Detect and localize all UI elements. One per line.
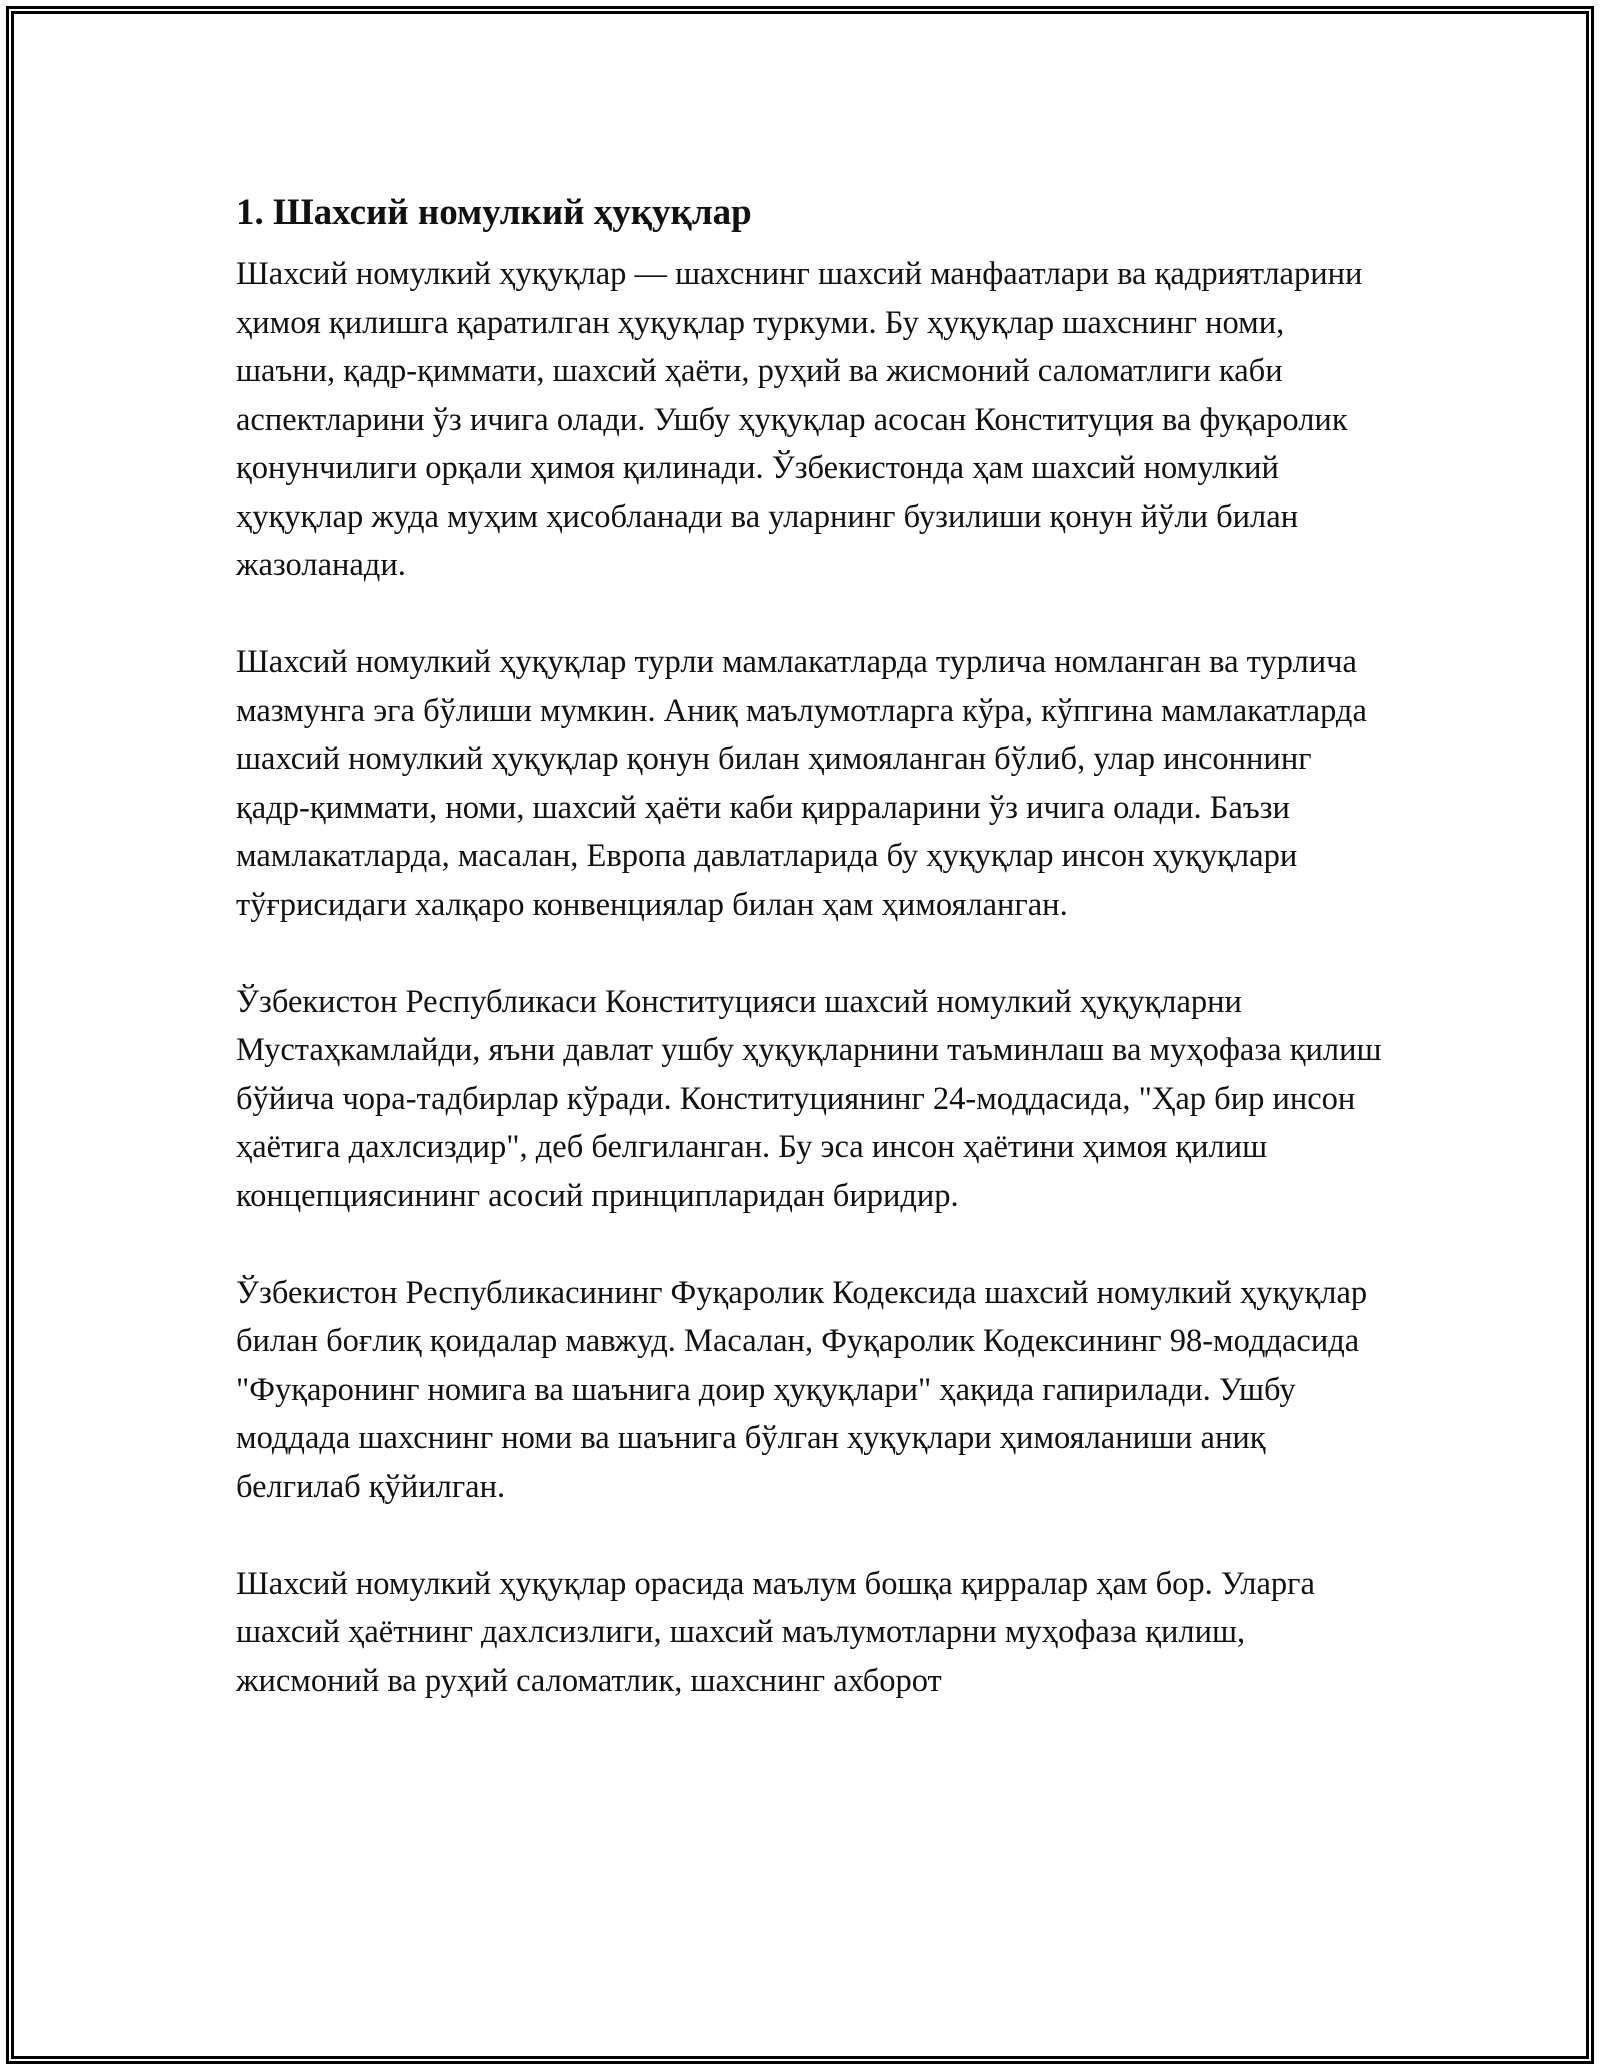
paragraph-2: Шахсий номулкий ҳуқуқлар турли мамлакатларда турлича номланган ва турлича мазмунга эга бўлиши мумкин. Аниқ маълумотларга кўра, кўпгина мамлакатларда шахсий номулкий ҳуқуқлар қонун билан ҳимояланган бўлиб, улар инсоннинг қадр-қиммати, номи, шахсий ҳаёти каби қирраларини ўз ичига олади. Баъзи мамлакатларда, масалан, Европа давлатларида бу ҳуқуқлар инсон ҳуқуқлари тўғрисидаги халқаро конвенциялар билан ҳам ҳимояланган. bbox=[236, 644, 1367, 923]
paragraph-5: Шахсий номулкий ҳуқуқлар орасида маълум бошқа қирралар ҳам бор. Уларга шахсий ҳаётнинг дахлсизлиги, шахсий маълумотларни муҳофаза қилиш, жисмоний ва руҳий саломатлик, шахснинг ахборот bbox=[236, 1565, 1315, 1699]
document-body bbox=[236, 188, 1386, 1754]
paragraph-4: Ўзбекистон Республикасининг Фуқаролик Кодексида шахсий номулкий ҳуқуқлар билан боғлиқ қоидалар мавжуд. Масалан, Фуқаролик Кодексининг 98-моддасида "Фуқаронинг номига ва шаънига доир ҳуқуқлари" ҳақида гапирилади. Ушбу моддада шахснинг номи ва шаънига бўлган ҳуқуқлари ҳимояланиши аниқ белгилаб қўйилган. bbox=[236, 1274, 1368, 1505]
section-heading: 1. Шахсий номулкий ҳуқуқлар bbox=[236, 192, 752, 233]
paragraph-3: Ўзбекистон Республикаси Конституцияси шахсий номулкий ҳуқуқларни Мустаҳкамлайди, яъни давлат ушбу ҳуқуқларнини таъминлаш ва муҳофаза қилиш бўйича чора-тадбирлар кўради. Конституциянинг 24-моддасида, "Ҳар бир инсон ҳаётига дахлсиздир", деб белгиланган. Бу эса инсон ҳаётини ҳимоя қилиш концепциясининг асосий принципларидан биридир. bbox=[236, 983, 1382, 1214]
paragraph-1: Шахсий номулкий ҳуқуқлар — шахснинг шахсий манфаатлари ва қадриятларини ҳимоя қилишга қаратилган ҳуқуқлар туркуми. Бу ҳуқуқлар шахснинг номи, шаъни, қадр-қиммати, шахсий ҳаёти, руҳий ва жисмоний саломатлиги каби аспектларини ўз ичига олади. Ушбу ҳуқуқлар асосан Конституция ва фуқаролик қонунчилиги орқали ҳимоя қилинади. Ўзбекистонда ҳам шахсий номулкий ҳуқуқлар жуда муҳим ҳисобланади ва уларнинг бузилиши қонун йўли билан жазоланади. bbox=[236, 256, 1363, 583]
